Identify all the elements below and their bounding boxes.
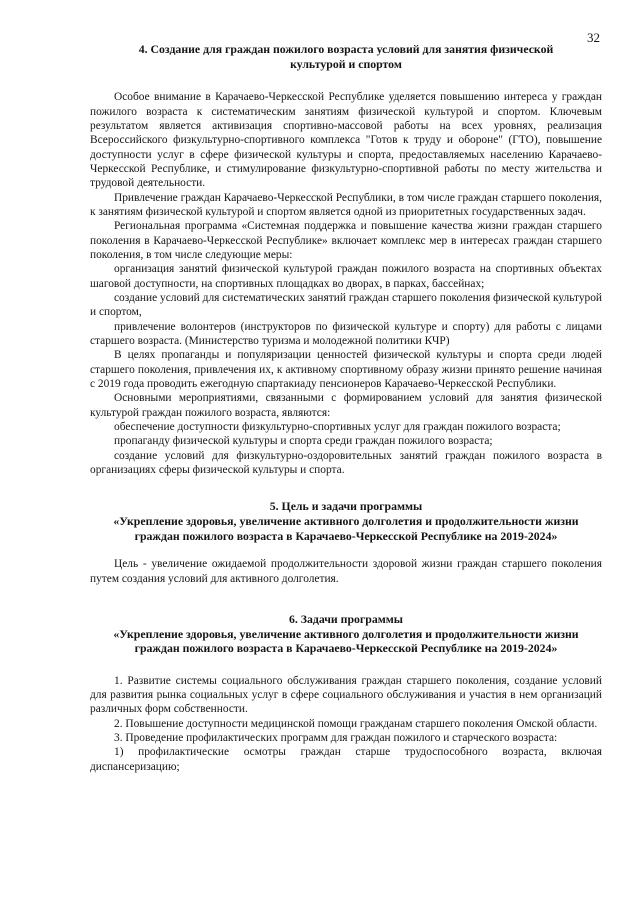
section-5-heading-line-3: граждан пожилого возраста в Карачаево-Черкесской Республике на 2019-2024» xyxy=(134,528,558,543)
section-4-paragraph-3: Региональная программа «Системная поддержка и повышение качества жизни граждан старшего поколения в Карачаево-Черкесской Республике» включает комплекс мер в интересах граждан старшего поколения, в том числе следующие меры: xyxy=(90,220,602,261)
section-4-paragraph-2: Привлечение граждан Карачаево-Черкесской Республики, в том числе граждан старшего поколения, к занятиям физической культурой и спортом является одной из приоритетных государственных задач. xyxy=(90,191,602,218)
section-5-heading-line-2: «Укрепление здоровья, увеличение активного долголетия и продолжительности жизни xyxy=(113,514,579,529)
section-4-paragraph-11: создание условий для физкультурно-оздоровительных занятий граждан пожилого возраста в организациях сферы физической культуры и спорта. xyxy=(90,449,602,477)
section-5-paragraph: Цель - увеличение ожидаемой продолжительности здоровой жизни граждан старшего поколения путем создания условий для активного долголетия. xyxy=(90,558,602,585)
section-4-paragraph-6: привлечение волонтеров (инструкторов по физической культуре и спорту) для работы с лицами старшего возраста. (Министерство туризма и молодежной политики КЧР) xyxy=(90,320,602,348)
section-4-heading-line-2: культурой и спортом xyxy=(290,56,402,71)
section-6 xyxy=(90,612,602,774)
section-6-paragraph-3: 3. Проведение профилактических программ для граждан пожилого и старческого возраста: xyxy=(114,732,558,745)
section-6-paragraph-1: 1. Развитие системы социального обслуживания граждан старшего поколения, создание условий для развития рынка социальных услуг в сфере социального обслуживания и участия в нем организаций различных форм собственности. xyxy=(90,674,602,716)
section-6-heading-line-2: «Укрепление здоровья, увеличение активного долголетия и продолжительности жизни xyxy=(113,626,579,641)
section-4-paragraph-1: Особое внимание в Карачаево-Черкесской Республике уделяется повышению интереса у граждан пожилого возраста к систематическим занятиям физической культурой и спортом. Ключевым результатом является активизация спортивно-массовой работы на всех уровнях, реализация Всероссийского физкультурно-спортивного комплекса "Готов к труду и обороне" (ГТО), повышение доступности услуг в сфере физической культуры и спорта, предоставляемых населению Карачаево-Черкесской Республике, и стимулирование физкультурно-спортивной работы по месту жительства и трудовой деятельности. xyxy=(90,91,602,190)
section-4-paragraph-10: пропаганду физической культуры и спорта среди граждан пожилого возраста; xyxy=(114,435,493,448)
section-4-paragraph-9: обеспечение доступности физкультурно-спортивных услуг для граждан пожилого возраста; xyxy=(114,421,561,434)
section-5-heading-line-1: 5. Цель и задачи программы xyxy=(269,499,423,514)
section-6-heading-line-1: 6. Задачи программы xyxy=(288,611,404,626)
section-4-paragraph-5: создание условий для систематических занятий граждан старшего поколения физической культурой и спортом, xyxy=(90,292,602,319)
section-4-heading-line-1: 4. Создание для граждан пожилого возраста условий для занятия физической xyxy=(138,42,554,56)
section-4-paragraph-7: В целях пропаганды и популяризации ценностей физической культуры и спорта среди людей старшего поколения, привлечения их, к активному спортивному образу жизни принято решение начиная с 2019 года проводить ежегодную спартакиаду пенсионеров Карачаево-Черкесской Республики. xyxy=(90,349,602,391)
section-6-heading-line-3: граждан пожилого возраста в Карачаево-Черкесской Республике на 2019-2024» xyxy=(134,641,558,656)
page-content xyxy=(90,42,602,774)
section-4-paragraph-8: Основными мероприятиями, связанными с формированием условий для занятия физической культурой граждан пожилого возраста, являются: xyxy=(90,392,602,419)
section-5 xyxy=(90,499,602,585)
page-number: 32 xyxy=(587,30,600,45)
section-4 xyxy=(90,42,602,477)
section-6-paragraph-4: 1) профилактические осмотры граждан старше трудоспособного возраста, включая диспансеризацию; xyxy=(90,746,602,773)
section-6-paragraph-2: 2. Повышение доступности медицинской помощи гражданам старшего поколения Омской области. xyxy=(114,717,598,730)
section-4-paragraph-4: организация занятий физической культурой граждан пожилого возраста на спортивных объектах шаговой доступности, на спортивных площадках во дворах, в парках, бассейнах; xyxy=(90,263,602,290)
